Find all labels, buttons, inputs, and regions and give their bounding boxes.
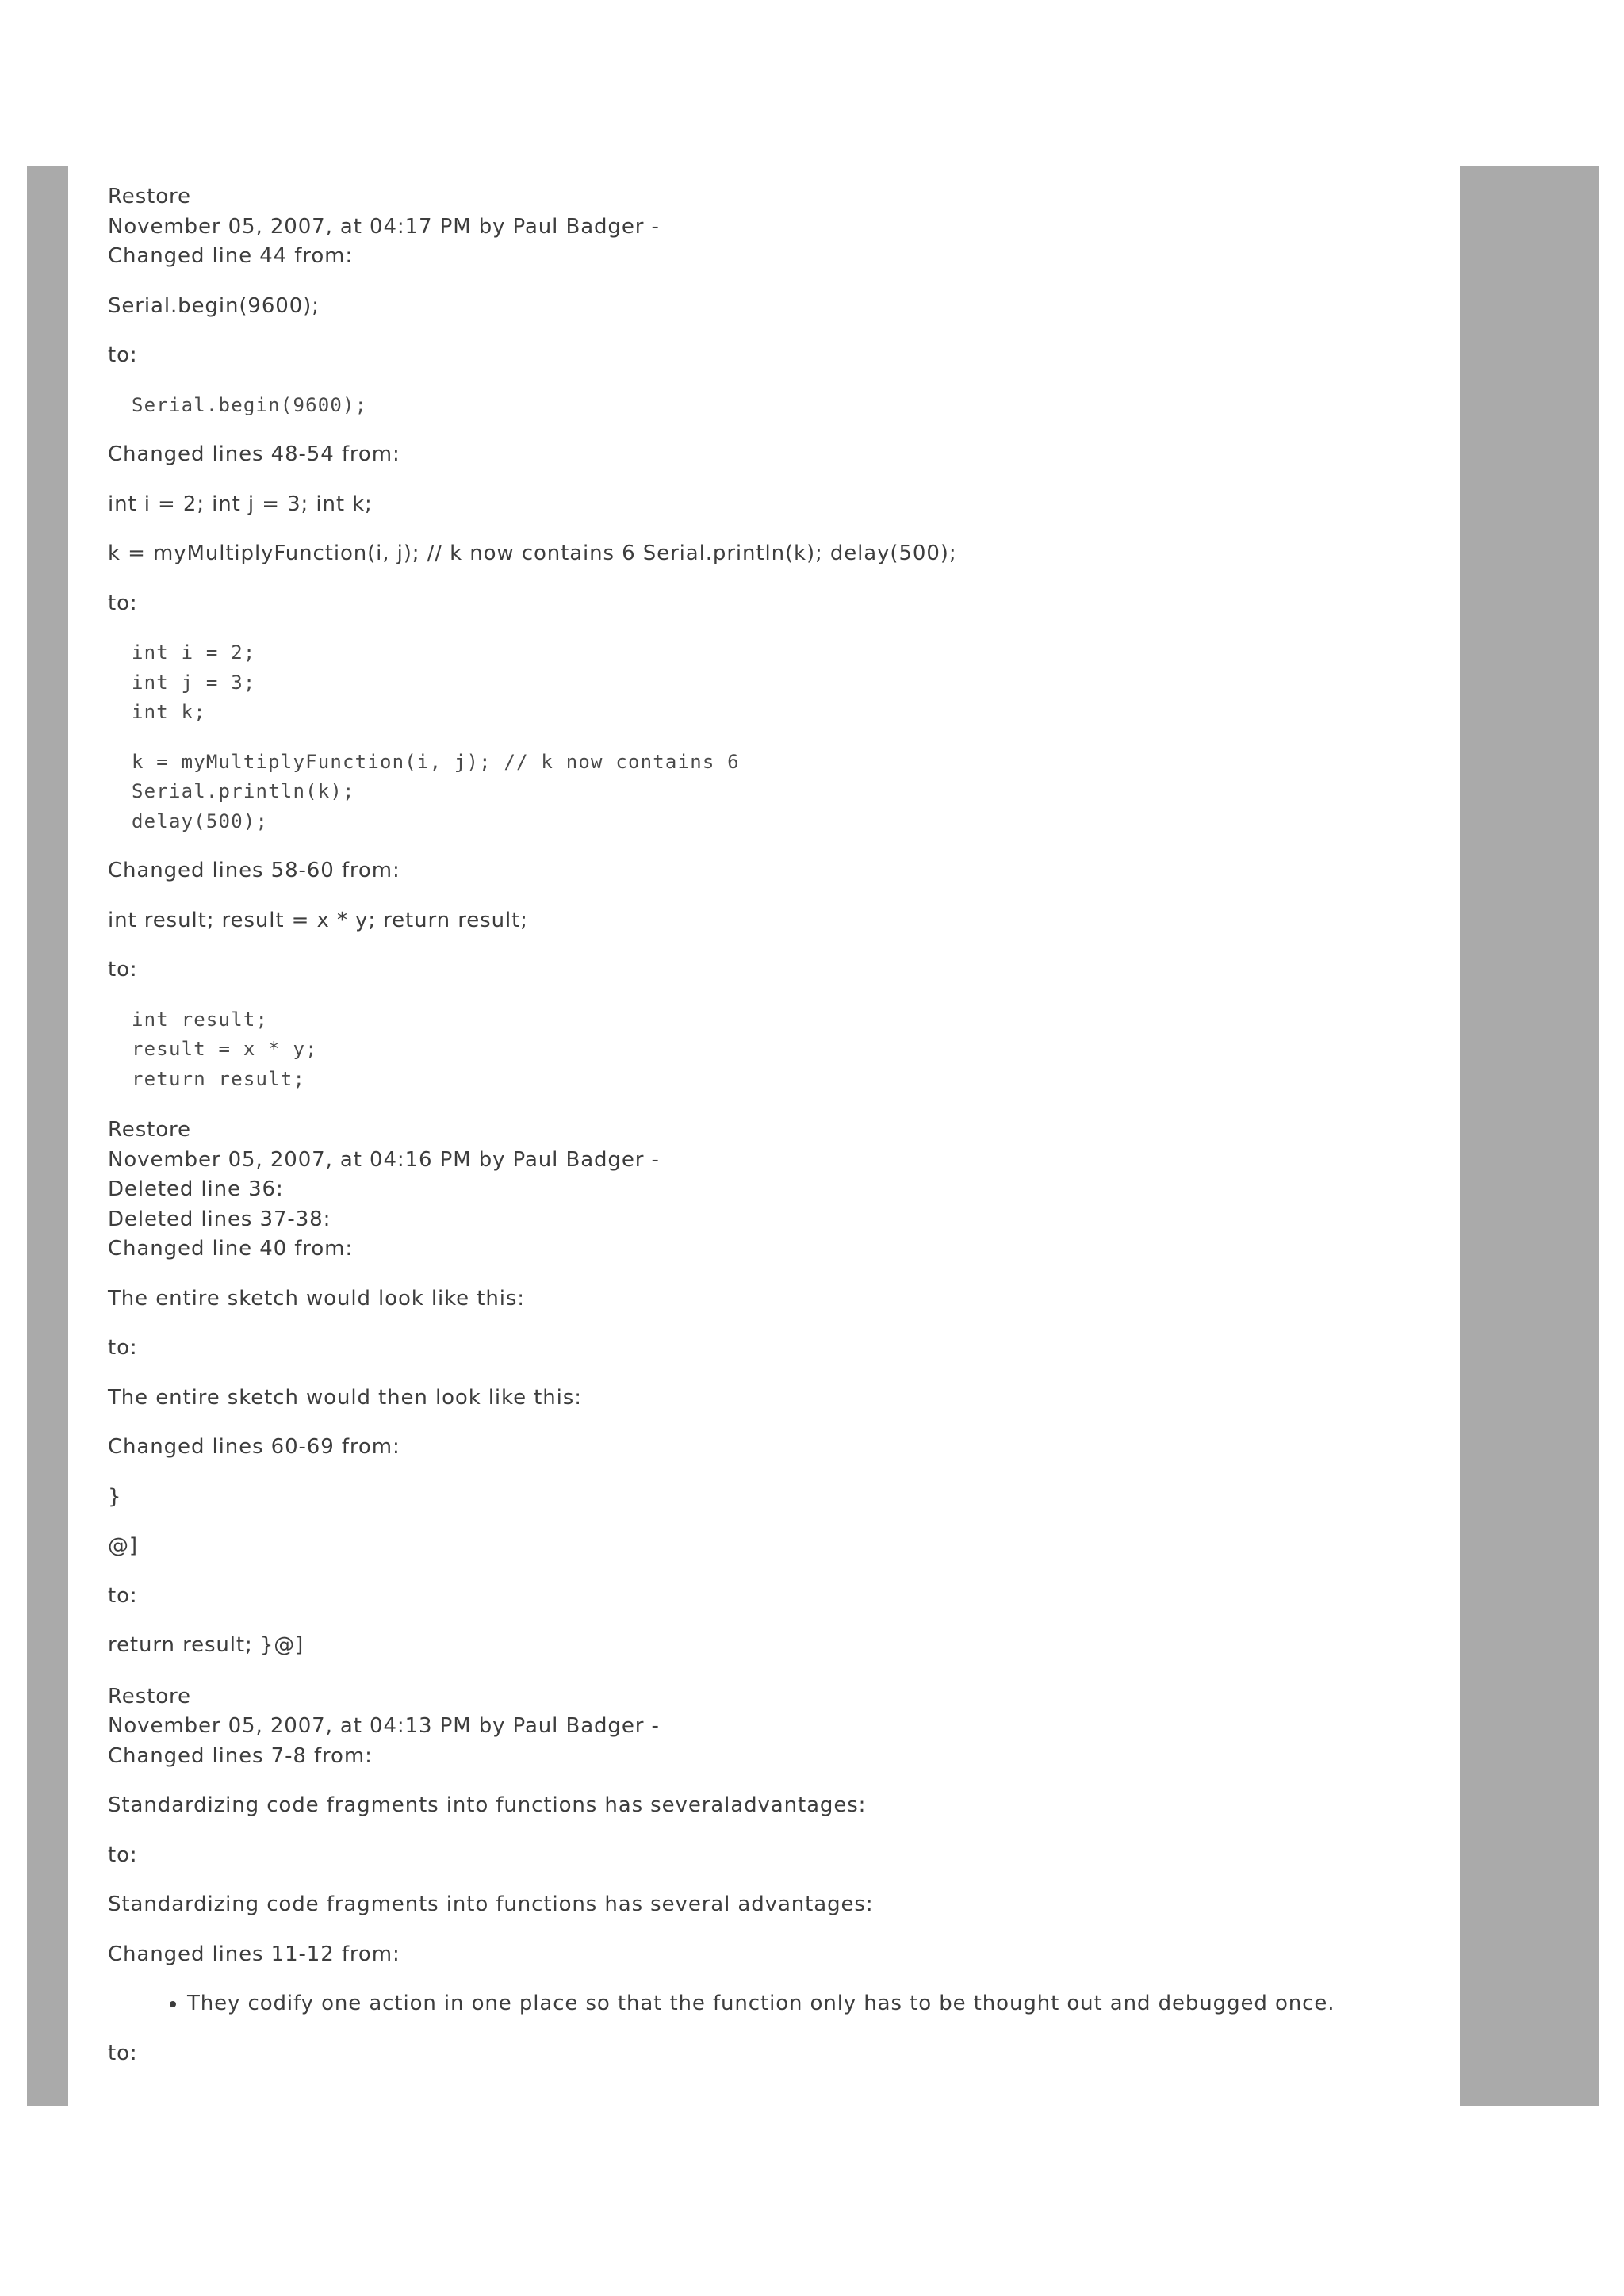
change-description: Changed lines 7-8 from: [108,1743,373,1768]
revision-entry [108,1114,1440,1661]
left-sidebar-bar [27,166,68,2106]
to-label: to: [108,958,138,982]
code-block: k = myMultiplyFunction(i, j); // k now contains 6 Serial.println(k); delay(500); [132,750,740,832]
revision-history [108,181,1440,2088]
change-description: Changed lines 58-60 from: [108,859,400,882]
diff-text: Standardizing code fragments into functions has severaladvantages: [108,1793,867,1817]
to-label: to: [108,1336,138,1360]
to-label: to: [108,1843,138,1867]
change-description: Changed line 44 from: [108,244,354,268]
change-description: Changed lines 48-54 from: [108,442,400,466]
revision-meta: November 05, 2007, at 04:13 PM by Paul Badger - [108,1714,660,1738]
to-label: to: [108,2041,138,2065]
bullet-list [108,1989,1440,2019]
diff-text: Serial.begin(9600); [108,293,320,318]
change-description: Changed line 40 from: [108,1237,354,1261]
change-description: Deleted lines 37-38: [108,1207,331,1231]
diff-text: return result; }@] [108,1633,304,1657]
revision-meta: November 05, 2007, at 04:16 PM by Paul Badger - [108,1147,660,1172]
revision-entry [108,1681,1440,2069]
right-sidebar-bar [1460,166,1599,2106]
change-description: Changed lines 11-12 from: [108,1942,400,1966]
diff-text: The entire sketch would look like this: [108,1286,525,1311]
change-description: Changed lines 60-69 from: [108,1435,400,1459]
change-description: Deleted line 36: [108,1177,284,1201]
diff-text: The entire sketch would then look like this: [108,1385,582,1410]
diff-text: int i = 2; int j = 3; int k; [108,492,373,516]
restore-link[interactable]: Restore [108,185,191,209]
code-block: Serial.begin(9600); [132,393,368,416]
to-label: to: [108,591,138,615]
restore-link[interactable]: Restore [108,1118,191,1142]
page-frame [27,166,1599,2106]
code-block: int i = 2; int j = 3; int k; [132,641,256,723]
diff-text: k = myMultiplyFunction(i, j); // k now contains 6 Serial.println(k); delay(500); [108,541,957,565]
revision-meta: November 05, 2007, at 04:17 PM by Paul Badger - [108,214,660,239]
to-label: to: [108,1583,138,1608]
to-label: to: [108,343,138,367]
diff-text: Standardizing code fragments into functions has several advantages: [108,1892,874,1916]
list-item: • They codify one action in one place so that the function only has to be thought out and debugged once. [187,1989,1440,2019]
restore-link[interactable]: Restore [108,1684,191,1709]
diff-text: @] [108,1534,138,1558]
diff-text: int result; result = x * y; return result; [108,908,528,932]
code-block: int result; result = x * y; return result; [132,1008,318,1090]
revision-entry [108,181,1440,1094]
diff-text: } [108,1484,122,1509]
